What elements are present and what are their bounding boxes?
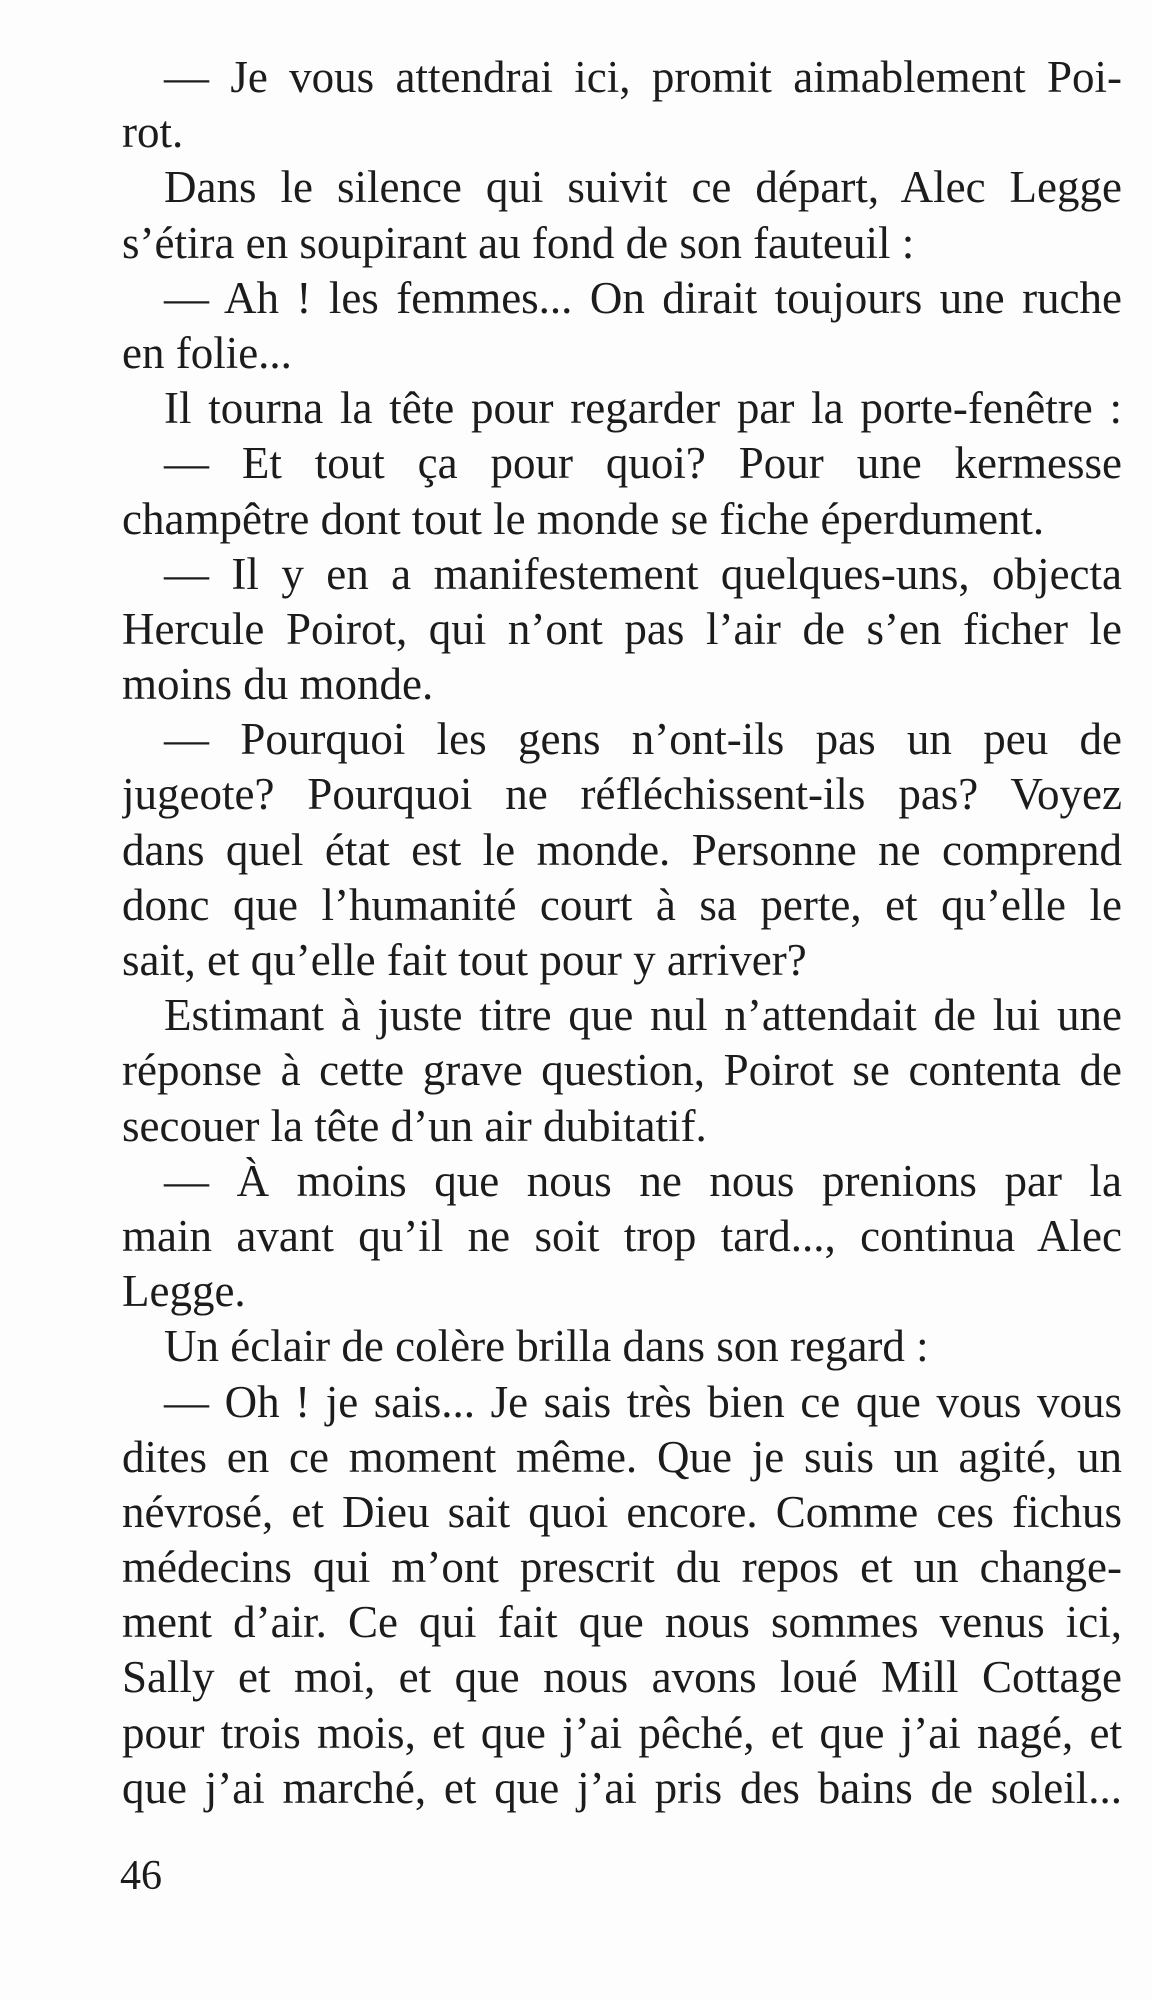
text-line: névrosé, et Dieu sait quoi encore. Comme ces fichus bbox=[122, 1486, 1122, 1537]
text-line: Un éclair de colère brilla dans son regard : bbox=[164, 1321, 929, 1372]
text-line: médecins qui m’ont prescrit du repos et un change- bbox=[122, 1542, 1122, 1593]
text-line: jugeote? Pourquoi ne réfléchissent-ils pas? Voyez bbox=[122, 769, 1122, 820]
text-line: en folie... bbox=[122, 327, 292, 378]
text-line: — À moins que nous ne nous prenions par la bbox=[164, 1155, 1122, 1206]
text-line: rot. bbox=[122, 107, 184, 158]
text-line: dites en ce moment même. Que je suis un agité, un bbox=[122, 1431, 1122, 1482]
text-line: Dans le silence qui suivit ce départ, Alec Legge bbox=[164, 162, 1122, 213]
text-line: Il tourna la tête pour regarder par la porte-fenêtre : bbox=[164, 383, 1122, 434]
text-line: — Ah ! les femmes... On dirait toujours une ruche bbox=[164, 272, 1122, 323]
text-line: que j’ai marché, et que j’ai pris des bains de soleil... bbox=[122, 1762, 1122, 1813]
body-text bbox=[122, 50, 1122, 1816]
text-line: ment d’air. Ce qui fait que nous sommes venus ici, bbox=[122, 1597, 1122, 1648]
text-line: Sally et moi, et que nous avons loué Mill Cottage bbox=[122, 1652, 1122, 1703]
text-line: Hercule Poirot, qui n’ont pas l’air de s’en ficher le bbox=[122, 603, 1122, 654]
text-line: — Et tout ça pour quoi? Pour une kermesse bbox=[164, 438, 1122, 489]
text-line: main avant qu’il ne soit trop tard..., continua Alec bbox=[122, 1210, 1122, 1261]
text-line: — Je vous attendrai ici, promit aimablement Poi- bbox=[164, 52, 1122, 102]
text-line: pour trois mois, et que j’ai pêché, et que j’ai nagé, et bbox=[122, 1707, 1122, 1758]
text-line: donc que l’humanité court à sa perte, et qu’elle le bbox=[122, 879, 1122, 930]
text-line: — Pourquoi les gens n’ont-ils pas un peu de bbox=[164, 714, 1122, 765]
text-line: champêtre dont tout le monde se fiche éperdument. bbox=[122, 493, 1045, 544]
text-line: Estimant à juste titre que nul n’attendait de lui une bbox=[164, 990, 1122, 1041]
text-line: Legge. bbox=[122, 1266, 246, 1317]
text-line: réponse à cette grave question, Poirot se contenta de bbox=[122, 1045, 1122, 1096]
text-line: s’étira en soupirant au fond de son fauteuil : bbox=[122, 217, 915, 268]
text-line: sait, et qu’elle fait tout pour y arriver? bbox=[122, 935, 807, 985]
text-line: secouer la tête d’un air dubitatif. bbox=[122, 1100, 707, 1151]
text-line: — Oh ! je sais... Je sais très bien ce que vous vous bbox=[164, 1376, 1122, 1427]
text-line: dans quel état est le monde. Personne ne comprend bbox=[122, 824, 1122, 875]
text-line: moins du monde. bbox=[122, 659, 434, 710]
text-line: — Il y en a manifestement quelques-uns, objecta bbox=[164, 548, 1122, 599]
page-number: 46 bbox=[120, 1853, 162, 1899]
